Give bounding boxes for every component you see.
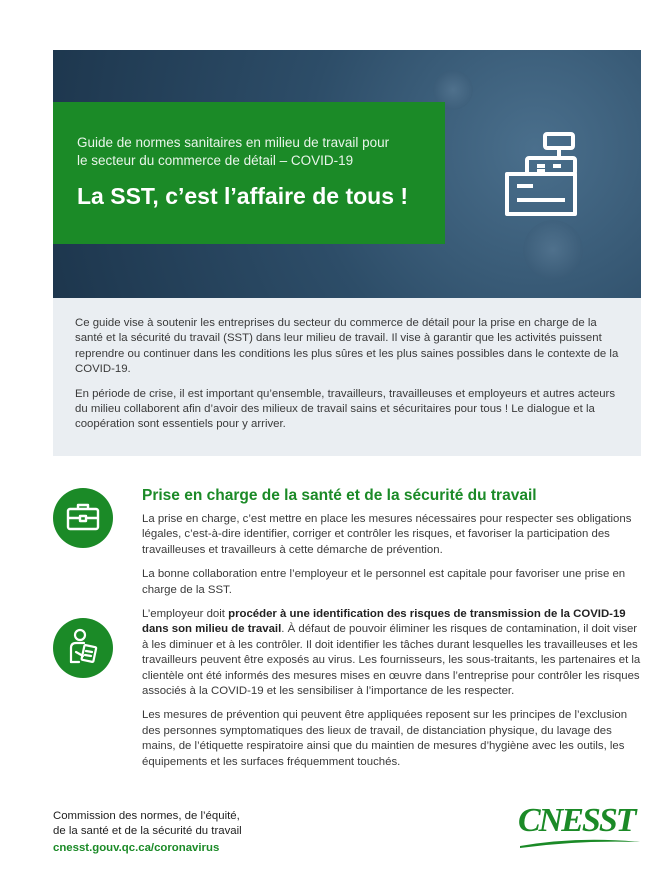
intro-paragraph: Ce guide vise à soutenir les entreprises du secteur du commerce de détail pour la prise en charge de la santé et la sécurité du travail (SST) dans leur milieu de travail. Il vise à garantir que les activités puissent reprendre ou continuer dans les conditions les plus sûres et les plus saines possibles dans le contexte de la COVID-19. — [75, 317, 619, 376]
logo-swoosh-icon — [518, 836, 643, 850]
paragraph-text: L’employeur doit — [142, 608, 229, 621]
hero-title-box — [53, 102, 445, 244]
hero-subtitle — [77, 134, 423, 170]
website-link[interactable]: cnesst.gouv.qc.ca/coronavirus — [53, 842, 220, 854]
footer-organization — [53, 809, 242, 839]
hero-title: La SST, c’est l’affaire de tous ! — [77, 183, 409, 209]
hero-banner — [53, 50, 641, 298]
section-prise-en-charge — [142, 486, 642, 779]
org-line-1: Commission des normes, de l’équité, — [53, 810, 240, 822]
intro-box — [53, 298, 641, 456]
virus-decoration — [523, 220, 583, 280]
cnesst-logo — [518, 798, 643, 852]
section-paragraph — [142, 607, 642, 699]
highlighted-text: procéder à une identification des risques de transmission de la COVID-19 dans son milieu de travail — [142, 608, 626, 636]
person-with-clipboard-icon — [53, 618, 113, 678]
section-title: Prise en charge de la santé et de la sécurité du travail — [142, 487, 537, 504]
org-line-2: de la santé et de la sécurité du travail — [53, 825, 242, 837]
hero-subtitle-line-1: Guide de normes sanitaires en milieu de travail pour — [77, 135, 390, 150]
section-paragraph: La prise en charge, c’est mettre en place les mesures nécessaires pour respecter ses obligations légales, c’est-à-dire identifier, corriger et contrôler les risques, et favoriser la participation des travailleuses et travailleurs à cette démarche de prévention. — [142, 513, 632, 556]
paragraph-text: . À défaut de pouvoir éliminer les risques de contamination, il doit viser à les diminuer et à les contrôler. Il doit identifier les tâches durant lesquelles les travailleuses et les travailleurs peuvent être exposés au virus. Les fournisseurs, les sous-traitants, les partenaires et la clientèle ont été informés des mesures mises en œuvre dans l’entreprise pour contrôler les risques associés à la COVID-19 et les sensibiliser à l’importance de les respecter. — [142, 623, 641, 698]
logo-text: CNESST — [518, 802, 635, 839]
section-paragraph: Les mesures de prévention qui peuvent être appliquées reposent sur les principes de l’exclusion des personnes symptomatiques des lieux de travail, de distanciation physique, du lavage des mains, de l’étiquette respiratoire ainsi que du maintien de mesures d’hygiène avec les outils, les équipements et les surfaces fréquemment touchés. — [142, 709, 628, 768]
hero-subtitle-line-2: le secteur du commerce de détail – COVID-19 — [77, 153, 354, 168]
briefcase-icon — [53, 488, 113, 548]
section-paragraph: La bonne collaboration entre l’employeur et le personnel est capitale pour favoriser une prise en charge de la SST. — [142, 568, 626, 596]
cash-register-icon — [497, 130, 585, 218]
intro-paragraph: En période de crise, il est important qu’ensemble, travailleurs, travailleuses et employeurs et autres acteurs du milieu collaborent afin d’avoir des milieux de travail sains et sécuritaires pour tous ! Le dialogue et la coopération sont essentiels pour y arriver. — [75, 387, 616, 431]
